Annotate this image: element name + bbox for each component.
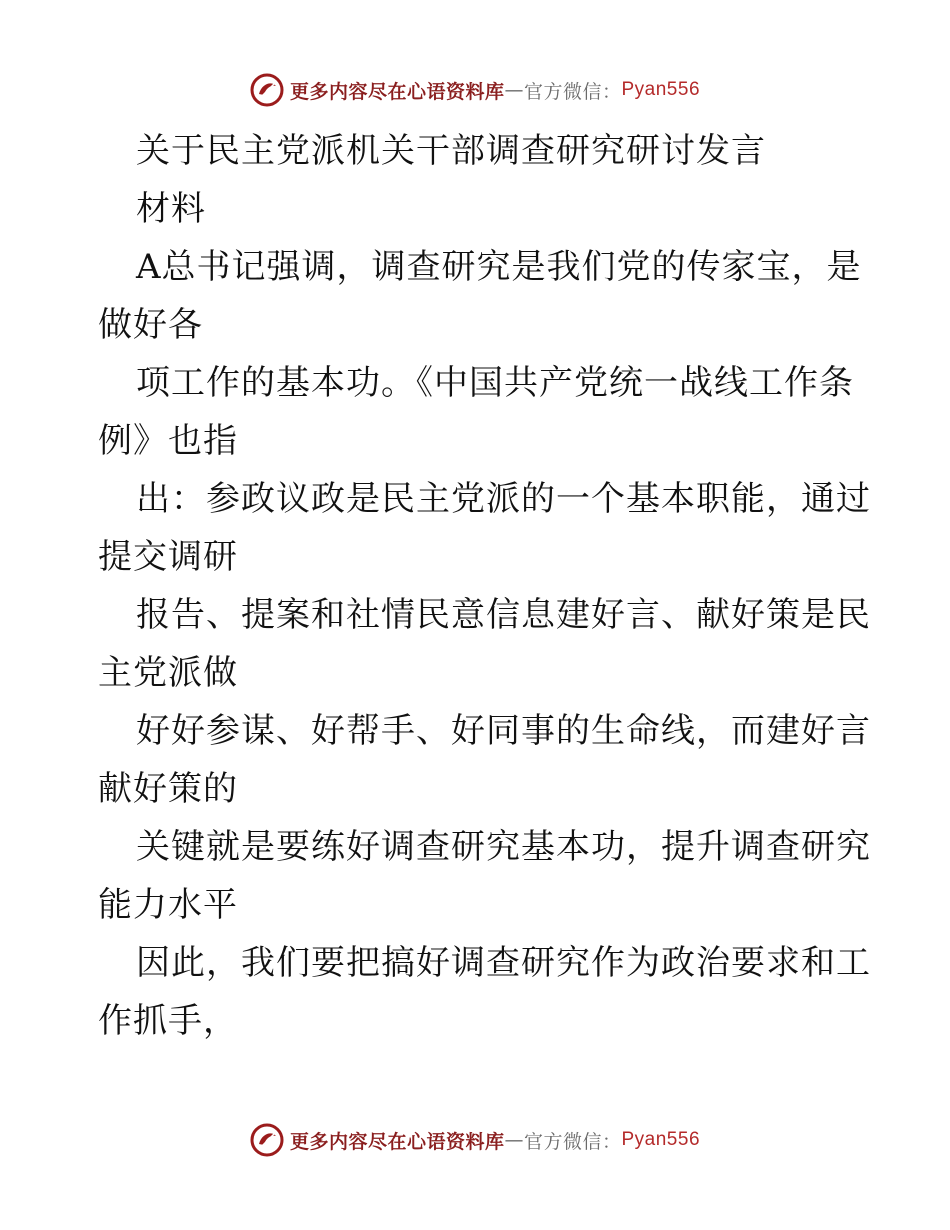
banner-dash: —	[504, 1129, 524, 1151]
doc-line: 材料	[136, 189, 206, 229]
banner-wechat-id: Pyan556	[621, 1129, 701, 1150]
doc-line: 好好参谋、好帮手、好同事的生命线，而建好言	[136, 711, 871, 751]
doc-line: 因此，我们要把搞好调查研究作为政治要求和工	[136, 943, 871, 983]
doc-line: 出：参政议政是民主党派的一个基本职能，通过	[136, 479, 871, 519]
doc-line: 报告、提案和社情民意信息建好言、献好策是民	[136, 595, 871, 635]
doc-line: A总书记强调，调查研究是我们党的传家宝，是	[136, 247, 862, 287]
header-banner	[0, 70, 950, 110]
footer-banner	[0, 1120, 950, 1160]
red-swirl-logo-icon	[250, 73, 284, 107]
doc-line: 关于民主党派机关干部调查研究研讨发言	[136, 131, 766, 171]
document-body	[98, 122, 871, 1050]
banner-dash: —	[504, 79, 524, 101]
doc-line: 项工作的基本功。《中国共产党统一战线工作条	[136, 363, 854, 403]
doc-line: 作抓手，	[98, 1001, 238, 1041]
doc-line: 关键就是要练好调查研究基本功，提升调查研究	[136, 827, 871, 867]
doc-line: 献好策的	[98, 769, 238, 809]
banner-promo-text: 更多内容尽在心语资料库	[289, 80, 505, 103]
banner-wechat-id: Pyan556	[621, 79, 701, 100]
header-banner-text	[290, 77, 700, 104]
banner-promo-text: 更多内容尽在心语资料库	[289, 1130, 505, 1153]
doc-line: 主党派做	[98, 653, 238, 693]
red-swirl-logo-icon	[250, 1123, 284, 1157]
doc-line: 提交调研	[98, 537, 238, 577]
doc-line: 做好各	[98, 305, 203, 345]
banner-wechat-label: 官方微信：	[523, 80, 622, 103]
doc-line: 能力水平	[98, 885, 238, 925]
footer-banner-text	[290, 1127, 700, 1154]
doc-line: 例》也指	[98, 421, 238, 461]
banner-wechat-label: 官方微信：	[523, 1130, 622, 1153]
